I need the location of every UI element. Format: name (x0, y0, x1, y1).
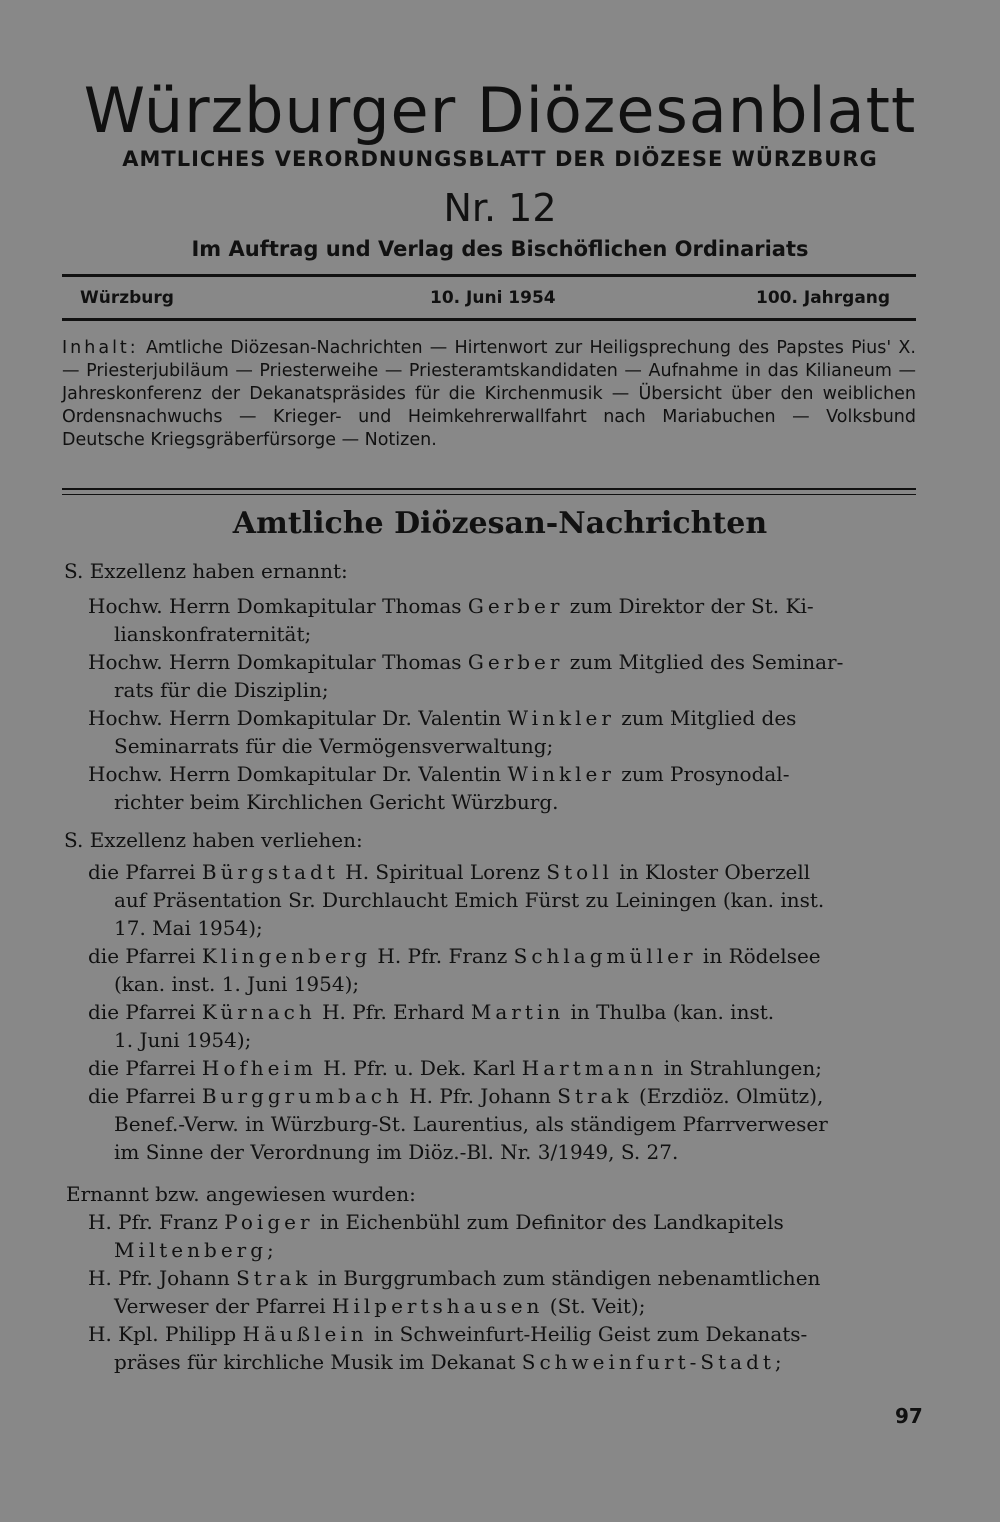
entry-name: Schlagmüller (513, 944, 697, 968)
list-item (88, 1082, 916, 1166)
divider-bottom (62, 488, 916, 490)
entry-name: Strak (236, 1266, 312, 1290)
entry-text: in Burggrumbach zum ständigen nebenamtlichen (311, 1266, 821, 1290)
info-place: Würzburg (80, 288, 174, 308)
entry-text: die Pfarrei (88, 944, 202, 968)
entry-text: H. Pfr. Johann (402, 1084, 558, 1108)
entry-text: H. Pfr. Franz (88, 1210, 225, 1234)
entry-parish: Bürgstadt (201, 860, 339, 884)
entry-continuation: rats für die Disziplin; (114, 678, 329, 702)
entry-text: präses für kirchliche Musik im Dekanat (114, 1350, 522, 1374)
entry-place: Hilpertshausen (332, 1294, 544, 1318)
entry-text: (St. Veit); (543, 1294, 646, 1318)
list-item (88, 998, 916, 1054)
entry-continuation: 1. Juni 1954); (114, 1028, 252, 1052)
list-item (88, 942, 916, 998)
entry-continuation: auf Präsentation Sr. Durchlaucht Emich Fürst zu Leiningen (kan. inst. (114, 888, 825, 912)
divider-top (62, 274, 916, 277)
entry-text: ; (774, 1350, 782, 1374)
entry-parish: Klingenberg (201, 944, 372, 968)
entry-text: (Erzdiöz. Olmütz), (632, 1084, 824, 1108)
contents-text: Amtliche Diözesan-Nachrichten — Hirtenwort zur Heiligsprechung des Papstes Pius' X. — Priesterjubiläum — Priesterweihe — Priesteramtskandidaten — Aufnahme in das Kilianeum — Jahreskonferenz der Dekanatspräsides für die Kirchenmusik — Übersicht über den weiblichen Ordensnachwuchs — Krieger- und Heimkehrerwallfahrt nach Mariabuchen — Volksbund Deutsche Kriegsgräberfürsorge — Notizen. (62, 338, 916, 450)
entry-text: Hochw. Herrn Domkapitular Thomas (88, 650, 468, 674)
entry-text: zum Direktor der St. Ki- (563, 594, 814, 618)
contents-lead: Inhalt: (62, 338, 139, 358)
entry-text: Verweser der Pfarrei (114, 1294, 333, 1318)
list-item (88, 858, 916, 942)
entry-text: ; (267, 1238, 274, 1262)
entry-continuation: richter beim Kirchlichen Gericht Würzburg. (114, 790, 559, 814)
list-item (88, 1264, 916, 1320)
page-number: 97 (895, 1404, 923, 1428)
entry-name: Gerber (467, 650, 564, 674)
entry-text: in Strahlungen; (657, 1056, 822, 1080)
entry-parish: Hofheim (201, 1056, 317, 1080)
entry-continuation: Benef.-Verw. in Würzburg-St. Laurentius, als ständigem Pfarrverweser (114, 1112, 828, 1136)
entry-text: zum Prosynodal- (614, 762, 790, 786)
entry-text: zum Mitglied des Seminar- (563, 650, 844, 674)
entry-name: Strak (557, 1084, 633, 1108)
entry-text: in Kloster Oberzell (612, 860, 811, 884)
entry-name: Häußlein (242, 1322, 368, 1346)
entry-place: Miltenberg (114, 1238, 268, 1262)
entry-name: Gerber (467, 594, 564, 618)
list-item (88, 1208, 916, 1264)
entry-text: Hochw. Herrn Domkapitular Dr. Valentin (88, 762, 508, 786)
issue-number: Nr. 12 (443, 186, 557, 230)
group2-intro: S. Exzellenz haben verliehen: (64, 828, 363, 852)
entry-text: H. Pfr. Erhard (315, 1000, 471, 1024)
list-item (88, 648, 916, 704)
entry-text: in Schweinfurt-Heilig Geist zum Dekanats- (367, 1322, 808, 1346)
entry-text: in Rödelsee (696, 944, 821, 968)
entry-name: Stoll (546, 860, 613, 884)
group1-intro: S. Exzellenz haben ernannt: (64, 559, 348, 583)
entry-continuation: Seminarrats für die Vermögensverwaltung; (114, 734, 554, 758)
entry-parish: Kürnach (201, 1000, 316, 1024)
info-volume: 100. Jahrgang (756, 288, 891, 308)
entry-text: H. Spiritual Lorenz (338, 860, 547, 884)
divider-mid (62, 318, 916, 321)
entry-name: Winkler (507, 762, 615, 786)
entry-text: H. Pfr. Franz (371, 944, 514, 968)
entry-text: H. Pfr. u. Dek. Karl (316, 1056, 522, 1080)
entry-text: die Pfarrei (88, 1084, 202, 1108)
list-item (88, 1320, 916, 1376)
entry-continuation: 17. Mai 1954); (114, 916, 263, 940)
entry-text: die Pfarrei (88, 860, 202, 884)
entry-continuation: (kan. inst. 1. Juni 1954); (114, 972, 360, 996)
section-heading: Amtliche Diözesan-Nachrichten (232, 506, 768, 541)
list-item (88, 760, 916, 816)
entry-continuation: im Sinne der Verordnung im Diöz.-Bl. Nr. 3/1949, S. 27. (114, 1140, 679, 1164)
entry-name: Martin (470, 1000, 565, 1024)
group3-intro: Ernannt bzw. angewiesen wurden: (66, 1182, 416, 1206)
entry-text: zum Mitglied des (614, 706, 797, 730)
entry-parish: Burggrumbach (201, 1084, 403, 1108)
masthead-subtitle: AMTLICHES VERORDNUNGSBLATT DER DIÖZESE WÜRZBURG (122, 147, 878, 171)
entry-text: H. Kpl. Philipp (88, 1322, 243, 1346)
table-of-contents (62, 337, 916, 452)
entry-text: H. Pfr. Johann (88, 1266, 237, 1290)
entry-text: in Eichenbühl zum Definitor des Landkapitels (313, 1210, 784, 1234)
list-item (88, 1054, 916, 1082)
divider-bottom-thin (62, 494, 916, 495)
entry-text: in Thulba (kan. inst. (564, 1000, 775, 1024)
info-date: 10. Juni 1954 (430, 288, 556, 308)
entry-text: die Pfarrei (88, 1056, 202, 1080)
entry-continuation: lianskonfraternität; (114, 622, 312, 646)
entry-text: Hochw. Herrn Domkapitular Thomas (88, 594, 468, 618)
entry-name: Hartmann (521, 1056, 658, 1080)
entry-text: die Pfarrei (88, 1000, 202, 1024)
masthead-title: Würzburger Diözesanblatt (83, 74, 917, 147)
list-item (88, 704, 916, 760)
publisher-line: Im Auftrag und Verlag des Bischöflichen Ordinariats (191, 237, 809, 261)
entry-name: Winkler (507, 706, 615, 730)
entry-text: Hochw. Herrn Domkapitular Dr. Valentin (88, 706, 508, 730)
list-item (88, 592, 916, 648)
entry-name: Poiger (224, 1210, 314, 1234)
entry-place: Schweinfurt-Stadt (521, 1350, 775, 1374)
